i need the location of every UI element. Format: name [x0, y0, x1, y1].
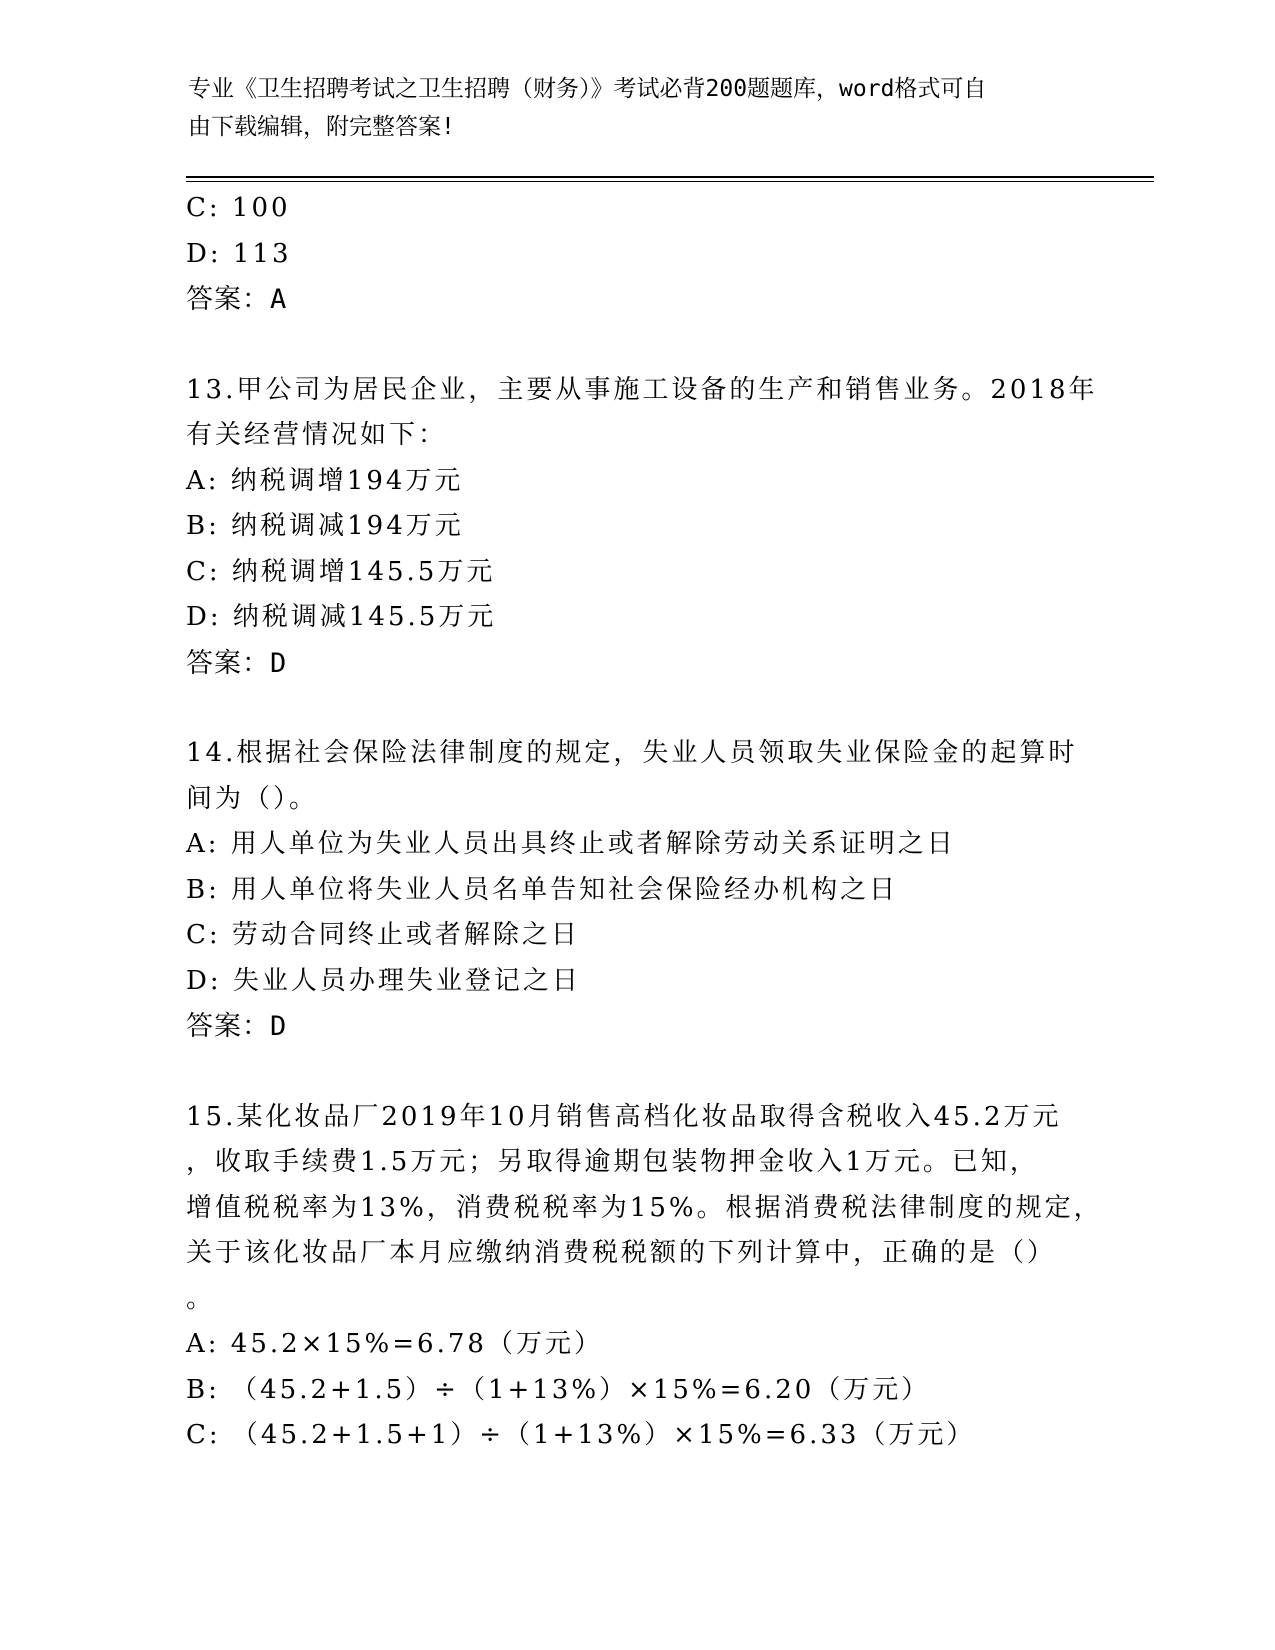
header-divider: [186, 176, 1154, 182]
answer-line: 答案：A: [186, 284, 288, 315]
answer-line: 答案：D: [186, 647, 288, 679]
stem-line: 15.某化妆品厂2019年10月销售高档化妆品取得含税收入45.2万元: [186, 1101, 1062, 1132]
page-header: [188, 70, 1068, 146]
option-c: C: 纳税调增145.5万元: [186, 556, 496, 587]
stem-line: 增值税税率为13%，消费税税率为15%。根据消费税法律制度的规定，: [186, 1192, 1103, 1223]
header-title-line-1: 专业《卫生招聘考试之卫生招聘（财务）》考试必背200题题库，word格式可自: [188, 76, 987, 102]
option-a: A: 45.2×15%=6.78（万元）: [186, 1329, 603, 1359]
stem-line: 关于该化妆品厂本月应缴纳消费税税额的下列计算中，正确的是（）: [186, 1238, 1057, 1268]
stem-line: ，收取手续费1.5万元；另取得逾期包装物押金收入1万元。已知，: [186, 1147, 1039, 1177]
option-a: A: 用人单位为失业人员出具终止或者解除劳动关系证明之日: [186, 829, 956, 859]
answer-line: 答案：D: [186, 1011, 288, 1042]
question-stem: [186, 368, 1098, 459]
stem-line: 间为（）。: [186, 783, 319, 814]
option-b: B: 纳税调减194万元: [186, 511, 464, 541]
question-15: [186, 1095, 1103, 1459]
option-a: A: 纳税调增194万元: [186, 465, 464, 496]
header-title-line-2: 由下载编辑，附完整答案!: [188, 114, 455, 140]
option-d: D: 纳税调减145.5万元: [186, 602, 497, 632]
question-14: [186, 731, 1086, 1050]
previous-question-tail: [186, 186, 1086, 323]
option-d: D: 失业人员办理失业登记之日: [186, 965, 581, 996]
stem-line: 。: [186, 1283, 216, 1314]
option-c: C: （45.2+1.5+1）÷（1+13%）×15%=6.33（万元）: [186, 1420, 976, 1450]
option-c: C: 100: [186, 193, 291, 223]
stem-line: 有关经营情况如下：: [186, 420, 448, 450]
stem-line: 13.甲公司为居民企业，主要从事施工设备的生产和销售业务。2018年: [186, 374, 1098, 405]
document-body: [186, 186, 1103, 1459]
option-b: B: 用人单位将失业人员名单告知社会保险经办机构之日: [186, 874, 899, 905]
option-b: B: （45.2+1.5）÷（1+13%）×15%=6.20（万元）: [186, 1374, 931, 1405]
stem-line: 14.根据社会保险法律制度的规定，失业人员领取失业保险金的起算时: [186, 738, 1078, 768]
option-d: D: 113: [186, 238, 292, 269]
option-c: C: 劳动合同终止或者解除之日: [186, 920, 580, 950]
question-stem: [186, 1095, 1103, 1323]
question-13: [186, 368, 1098, 687]
question-stem: [186, 731, 1086, 822]
